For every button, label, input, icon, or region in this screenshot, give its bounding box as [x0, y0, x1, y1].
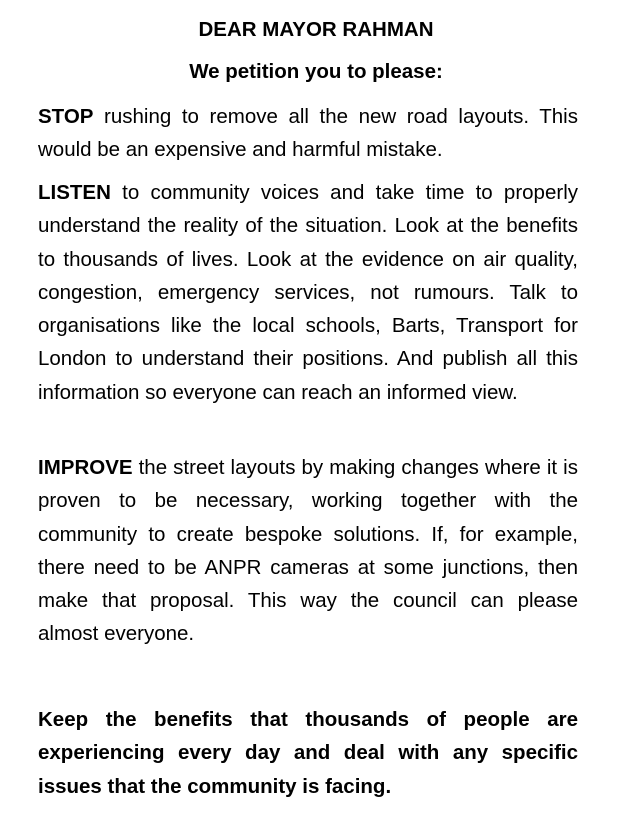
stop-text: rushing to remove all the new road layouts. This would be an expensive and harmful mistake.: [38, 105, 578, 162]
stop-paragraph: [38, 100, 578, 167]
improve-keyword: IMPROVE: [38, 456, 133, 479]
improve-text: the street layouts by making changes where it is proven to be necessary, working together with the community to create bespoke solutions. If, for example, there need to be ANPR cameras at some junctions, then make that proposal. This way the council can please almost everyone.: [38, 456, 578, 646]
petition-subtitle: We petition you to please:: [189, 60, 443, 83]
listen-text: to community voices and take time to properly understand the reality of the situation. Look at the benefits to thousands of lives. Look at the evidence on air quality, congestion, emergency services, not rumours. Talk to organisations like the local schools, Barts, Transport for London to understand their positions. And publish all this information so everyone can reach an informed view.: [38, 181, 578, 404]
listen-keyword: LISTEN: [38, 181, 111, 204]
letter-title: DEAR MAYOR RAHMAN: [198, 18, 434, 41]
closing-paragraph: Keep the benefits that thousands of people are experiencing every day and deal with any specific issues that the community is facing.: [38, 708, 578, 798]
stop-keyword: STOP: [38, 105, 94, 128]
listen-paragraph: [38, 176, 578, 409]
improve-paragraph: [38, 451, 578, 651]
